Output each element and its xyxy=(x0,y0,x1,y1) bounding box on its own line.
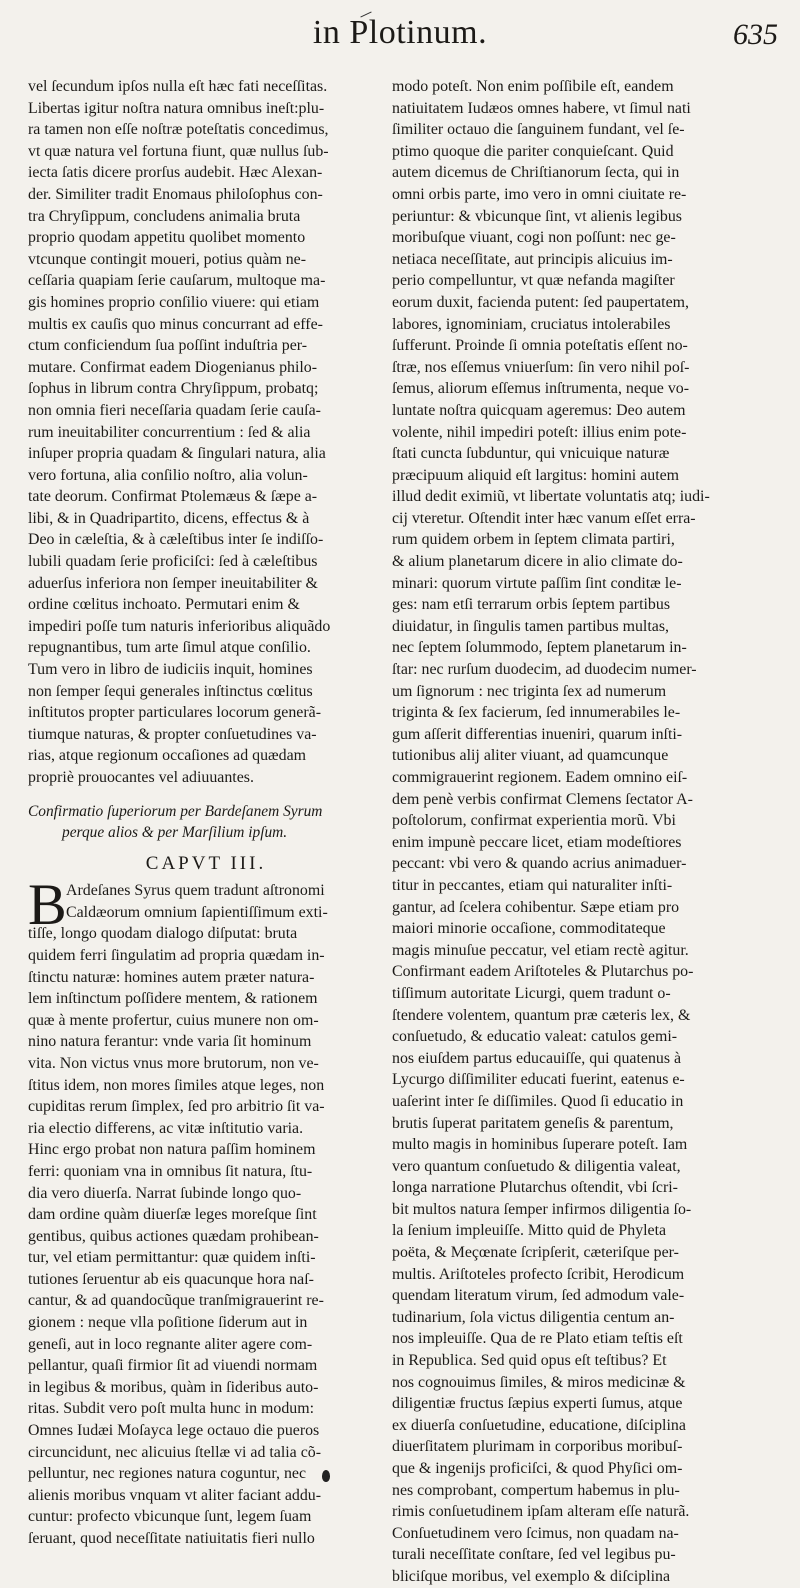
text-line: propriè prouocantes vel adiuuantes. xyxy=(28,769,254,786)
text-line: diligentiæ fructus ſæpius experti ſumus, atque xyxy=(392,1395,683,1413)
text-line: nino natura ferantur: vnde varia ſit hominum xyxy=(28,1033,312,1051)
text-line: multo magis in hominibus ſuperare poteſt. Iam xyxy=(392,1136,688,1154)
text-line: Omnes Iudæi Moſayca lege octauo die pueros xyxy=(28,1422,320,1440)
text-line: ſtati cuncta ſubduntur, qui vnicuique naturæ xyxy=(392,445,670,463)
text-line: rum quidem orbem in ſeptem climata partiri, xyxy=(392,531,675,549)
text-line: poſtolorum, confirmat experientia morũ. Vbi xyxy=(392,812,676,830)
text-line: tiumque naturas, & propter conſuetudines va- xyxy=(28,725,317,743)
text-line: ex diuerſa conſuetudine, educatione, diſciplina xyxy=(392,1416,686,1434)
text-line: dia vero diuerſa. Narrat ſubinde longo quo- xyxy=(28,1184,302,1202)
text-line: ſeruant, quod neceſſitate natiuitatis fieri nullo xyxy=(28,1530,315,1547)
text-line: conſuetudo, & educatio valeat: catulos gemi- xyxy=(392,1028,678,1046)
text-line: uaſerint inter ſe diſſimiles. Quod ſi educatio in xyxy=(392,1092,684,1110)
text-line: ordine cœlitus inchoato. Permutari enim & xyxy=(28,596,300,614)
text-line: magis minuſue peccatur, vel etiam rectè agitur. xyxy=(392,941,689,959)
text-line: tiſſimum autoritate Licurgi, quem tradunt o- xyxy=(392,984,671,1002)
text-line: vel ſecundum ipſos nulla eſt hæc fati neceſſitas. xyxy=(28,78,328,95)
text-line: Hinc ergo probat non natura paſſim hominem xyxy=(28,1141,316,1159)
text-line: der. Similiter tradit Enomaus philoſophus con- xyxy=(28,185,323,203)
text-line: labores, ignominiam, cruciatus intolerabiles xyxy=(392,315,671,333)
text-line: ria electio differens, ac vitæ inſtitutio varia. xyxy=(28,1119,304,1137)
text-line: eorum duxit, facienda putent: ſed paupertatem, xyxy=(392,293,689,311)
text-line: non omnia fieri neceſſaria quadam ſerie cauſa- xyxy=(28,401,321,419)
text-line: titur in peccantes, etiam qui naturaliter inſti- xyxy=(392,876,673,894)
text-line: bit multos natura ſemper infirmos diligentia ſo- xyxy=(392,1200,692,1218)
text-line: netiaca neceſſitate, aut principis alicuius im- xyxy=(392,250,673,268)
text-line: ctum conficiendum ſua poſſint induſtria per- xyxy=(28,337,308,355)
text-line: proprio quodam appetitu quolibet momento xyxy=(28,229,306,247)
text-line: inſuper propria quadam & ſingulari natura, alia xyxy=(28,445,326,463)
chapter-heading: CAPVT III. xyxy=(145,852,267,874)
text-line: mutare. Confirmat eadem Diogenianus philo- xyxy=(28,358,318,376)
text-line: diuerſitatem plurimam in corporibus moribuſ- xyxy=(392,1438,683,1456)
text-line: ſemus, aliorum eſſemus inſtrumenta, neque vo- xyxy=(392,380,689,398)
text-line: ritas. Subdit vero poſt multa hunc in modum: xyxy=(28,1400,315,1418)
text-line: gum aſſerit differentias inueniri, quarum inſti- xyxy=(392,725,683,743)
text-line: nos eiuſdem partus educauiſſe, qui quatenus à xyxy=(392,1049,682,1067)
text-line: in legibus & moribus, quàm in ſideribus auto- xyxy=(28,1378,319,1396)
text-line: vita. Non victus vnus more brutorum, non ve- xyxy=(28,1054,319,1072)
running-title: in Plotinum. xyxy=(312,14,488,51)
text-line: que & ingenijs proficiſci, & quod Phyſici om- xyxy=(392,1460,683,1477)
left-column xyxy=(28,76,384,1550)
text-line: geneſi, aut in loco regnante aliter agere com- xyxy=(28,1335,313,1353)
text-line: ra tamen non eſſe noſtræ poteſtatis concedimus, xyxy=(28,121,329,139)
text-line: pellantur, quaſi firmior ſit ad viuendi normam xyxy=(28,1357,318,1375)
text-line: tudinarium, ſola victus diligentia centum an- xyxy=(392,1308,675,1326)
text-line: ſtræ, nos eſſemus vniuerſum: ſin vero nihil poſ- xyxy=(392,358,690,376)
text-line: aduerſus inferiora non ſemper ineuitabiliter & xyxy=(28,574,318,592)
text-line: longa narratione Plutarchus oſtendit, vbi ſcri- xyxy=(392,1179,678,1197)
text-line: perio compelluntur, vt quæ nefanda magiſter xyxy=(392,272,675,290)
text-line: ferri: quoniam vna in omnibus ſit natura, ſtu- xyxy=(28,1162,313,1180)
text-line: luntate noſtra quicquam ageremus: Deo autem xyxy=(392,401,686,419)
text-line: modo poteſt. Non enim poſſibile eſt, eandem xyxy=(392,78,674,95)
text-line: Lycurgo diſſimiliter educati fuerint, eatenus e- xyxy=(392,1071,685,1089)
drop-cap: B xyxy=(28,872,67,938)
text-line: lem inſtinctum poſſidere mentem, & rationem xyxy=(28,990,318,1008)
text-line: diuidatur, in ſingulis tamen partibus multas, xyxy=(392,617,669,635)
chapter-text xyxy=(28,872,384,1549)
text-line: in Republica. Sed quid opus eſt teſtibus? Et xyxy=(392,1352,667,1370)
text-line: peccant: vbi vero & quando acrius animaduer- xyxy=(392,855,687,873)
text-line: maiori minorie occaſione, commoditateque xyxy=(392,920,666,938)
text-line: omni orbis parte, imo vero in omni ciuitate re- xyxy=(392,185,687,203)
text-line: impediri poſſe tum naturis inferioribus aliquãdo xyxy=(28,617,331,635)
text-line: rias, atque regionum occaſiones ad quædam xyxy=(28,747,307,765)
text-line: cantur, & ad quandocũque tranſmigrauerint re- xyxy=(28,1292,324,1310)
text-line: rum ineuitabiliter concurrentium : ſed & alia xyxy=(28,423,311,441)
text-line: ges: nam etſi terrarum orbis ſeptem partibus xyxy=(392,596,671,614)
text-line: tra Chryſippum, concludens animalia bruta xyxy=(28,207,301,225)
text-line: ſtinctu naturæ: homines autem præter natura- xyxy=(28,968,315,986)
text-line: triginta & ſex facierum, ſed innumerabiles le- xyxy=(392,704,681,722)
text-line: gantur, ad ſcelera cohibentur. Sæpe etiam pro xyxy=(392,898,680,916)
text-line: tutionibus alij aliter viuant, ad quamcunque xyxy=(392,747,669,765)
text-line: vtcunque contingit moueri, potius quàm ne- xyxy=(28,250,307,268)
text-line: autem dicemus de Chriſtianorum ſecta, qui in xyxy=(392,164,680,182)
text-line: tate deorum. Confirmat Ptolemæus & ſæpe a- xyxy=(28,488,318,506)
text-line: circuncidunt, nec alicuius ſtellæ vi ad talia cõ- xyxy=(28,1443,321,1461)
text-line: libi, & in Quadripartito, dicens, effectus & à xyxy=(28,509,310,527)
text-line: periuntur: & vbicunque ſint, vt alienis legibus xyxy=(392,207,682,225)
text-line: enim impunè peccare licet, etiam modeſtiores xyxy=(392,833,682,851)
text-line: minari: quorum virtute paſſim ſint conditæ le- xyxy=(392,574,682,592)
text-line: Conſuetudinem vero ſcimus, non quadam na- xyxy=(392,1524,679,1542)
text-line: præcipuum aliquid eſt largitus: homini autem xyxy=(392,466,680,484)
text-line: commigrauerint regionem. Eadem omnino eiſ- xyxy=(392,769,688,786)
text-line: pelluntur, nec regiones natura coguntur, nec xyxy=(28,1465,307,1483)
text-line: ſtendere volentem, quantum præ cæteris lex, & xyxy=(392,1006,691,1024)
text-line: cuntur: profecto vbicunque ſunt, legem ſuam xyxy=(28,1508,312,1526)
text-line: rimis conſuetudinem ipſam alteram eſſe naturã. xyxy=(392,1503,690,1521)
text-line: dam ordine quàm diuerſæ leges moreſque ſint xyxy=(28,1206,317,1224)
text-line: Deo in cæleſtia, & à cæleſtibus inter ſe indiſſo- xyxy=(28,531,324,549)
text-line: ſophus in librum contra Chryſippum, probatq; xyxy=(28,380,319,398)
text-line: Caldæorum omnium ſapientiſſimum exti- xyxy=(66,903,328,921)
text-line: quidem ferri ſingulatim ad propria quædam in- xyxy=(28,946,325,964)
chapter-body xyxy=(28,872,384,1549)
text-line: cupiditas rerum ſimplex, ſed pro arbitrio ſit va- xyxy=(28,1098,325,1116)
text-line: natiuitatem Iudæos omnes habere, vt ſimul nati xyxy=(392,99,691,117)
text-line: & alium planetarum dicere in alio climate do- xyxy=(392,553,683,571)
text-line: turali neceſſitate conſtare, ſed vel legibus pu- xyxy=(392,1546,676,1564)
text-line: vero quantum conſuetudo & diligentia valeat, xyxy=(392,1157,681,1175)
text-line: gionem : neque vlla poſitione ſiderum aut in xyxy=(28,1314,308,1332)
text-line: multis ex cauſis quo minus concurrant ad effe- xyxy=(28,315,323,333)
text-line: Ardeſanes Syrus quem tradunt aſtronomi xyxy=(66,882,325,900)
text-line: Confirmant eadem Ariſtoteles & Plutarchus po- xyxy=(392,963,694,981)
ink-blot xyxy=(322,1470,330,1482)
text-line: alienis moribus vnquam vt aliter faciant addu- xyxy=(28,1486,322,1504)
text-line: ſtitus idem, non mores ſimiles atque leges, non xyxy=(28,1076,325,1094)
text-line: gis homines proprio conſilio viuere: qui etiam xyxy=(28,293,320,311)
text-line: la ſenium impleuiſſe. Mitto quid de Phyleta xyxy=(392,1222,667,1240)
text-line: nos cognouimus ſimiles, & miros medicinæ & xyxy=(392,1373,686,1391)
rubric-line: Confirmatio ſuperiorum per Bardeſanem Syrum xyxy=(28,802,323,820)
text-line: ſufferunt. Proinde ſi omnia poteſtatis eſſent no- xyxy=(392,337,688,355)
text-line: gentibus, quibus actiones quædam prohibean- xyxy=(28,1227,319,1245)
text-line: multis. Ariſtoteles profecto ſcribit, Herodicum xyxy=(392,1265,685,1283)
text-line: nes comprobant, compertum habemus in plu- xyxy=(392,1481,680,1499)
text-line: nec ſeptem ſolummodo, ſeptem planetarum in- xyxy=(392,639,687,657)
text-line: non ſemper ſequi generales inſtinctus cœlitus xyxy=(28,682,313,700)
text-line: volente, nihil impediri poteſt: illius enim pote- xyxy=(392,423,687,441)
chapter-rubric xyxy=(28,801,384,843)
page-number: 635 xyxy=(733,18,778,51)
text-line: tur, vel etiam permittantur: quæ quidem inſti- xyxy=(28,1249,316,1267)
text-line: quendam literatum virum, ſed admodum vale- xyxy=(392,1287,685,1305)
text-line: ceſſaria quapiam ſerie cauſarum, multoque ma- xyxy=(28,272,326,290)
left-column-text xyxy=(28,76,384,789)
text-line: dem penè verbis confirmat Clemens ſectator A- xyxy=(392,790,693,808)
right-column xyxy=(392,76,776,1588)
text-line: ſtar: nec rurſum duodecim, ad duodecim numer- xyxy=(392,661,697,679)
text-line: iecta ſatis dicere prorſus audebit. Hæc Alexan- xyxy=(28,164,323,182)
rubric-line: perque alios & per Marſilium ipſum. xyxy=(62,823,288,841)
text-line: bliciſque moribus, vel exemplo & diſciplina xyxy=(392,1567,671,1585)
text-line: tiſſe, longo quodam dialogo diſputat: bruta xyxy=(28,925,298,943)
text-line: um ſignorum : nec triginta ſex ad numerum xyxy=(392,682,667,700)
text-line: lubili quadam ſerie proficiſci: ſed à cæleſtibus xyxy=(28,553,318,571)
text-line: ſimiliter octauo die ſanguinem fundant, vel ſe- xyxy=(392,121,685,139)
text-line: poëta, & Meçœnate ſcripſerit, cæteriſque per- xyxy=(392,1244,679,1262)
text-line: ptimo quoque die pariter conquieſcant. Quid xyxy=(392,142,674,160)
text-line: repugnantibus, tum arte ſimul atque conſilio. xyxy=(28,639,311,657)
text-line: vt quæ natura vel fortuna fiunt, quæ nullus ſub- xyxy=(28,142,329,160)
text-line: moribuſque viuant, cogi non poſſunt: nec ge- xyxy=(392,229,676,247)
text-line: inſtitutos propter particulares locorum generã- xyxy=(28,704,321,722)
text-line: vero fortuna, alia conſilio noſtro, alia volun- xyxy=(28,466,308,484)
text-line: nos impleuiſſe. Qua de re Plato etiam teſtis eſt xyxy=(392,1330,683,1348)
text-line: cij vteretur. Oſtendit inter hæc vanum eſſet erra- xyxy=(392,509,696,527)
text-line: illud dedit eximiũ, vt libertate voluntatis atq; iudi- xyxy=(392,488,710,506)
text-line: tutiones ſeruentur ab eis quacunque hora naſ- xyxy=(28,1270,314,1288)
text-line: Libertas igitur noſtra natura omnibus ineſt:plu- xyxy=(28,99,325,117)
right-column-text xyxy=(392,76,776,1588)
text-line: quæ à mente profertur, cuius munere non om- xyxy=(28,1011,319,1029)
text-line: Tum vero in libro de iudiciis inquit, homines xyxy=(28,661,313,679)
text-line: brutis ſuperat paritatem geneſis & parentum, xyxy=(392,1114,674,1132)
